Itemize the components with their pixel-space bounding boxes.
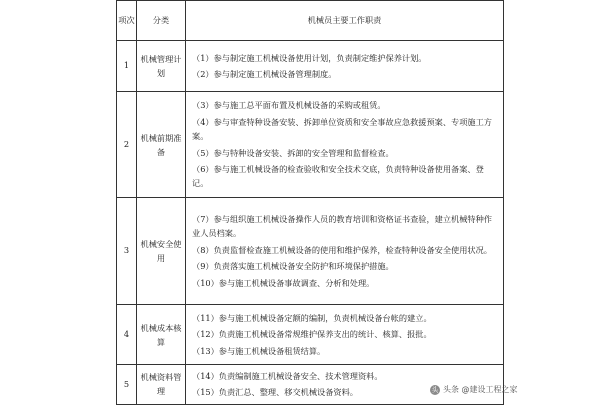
duty-item: （8）负责监督检查施工机械设备的使用和维护保养，检查特种设备安全使用状况。 (192, 244, 492, 255)
row-duties (186, 41, 504, 92)
table-row (117, 198, 504, 305)
header-category: 分类 (137, 1, 186, 41)
duty-item: （2）参与制定施工机械设备管理制度。 (192, 69, 337, 79)
row-index: 5 (117, 365, 137, 405)
row-index: 4 (117, 305, 137, 365)
duty-item: （4）参与审查特种设备安装、拆卸单位资质和安全事故应急救援预案、专项施工方案。 (192, 116, 492, 142)
row-category: 机械前期准备 (137, 92, 186, 198)
duty-table (116, 0, 504, 405)
duty-item: （9）负责落实施工机械设备安全防护和环境保护措施。 (192, 261, 394, 272)
watermark-text: 头条 @建设工程之家 (443, 385, 518, 394)
duty-item: （12）负责施工机械设备常规维护保养支出的统计、核算、报批。 (192, 329, 432, 340)
duty-item: （15）负责汇总、整理、移交机械设备资料。 (192, 387, 358, 398)
duty-table-container (116, 0, 503, 400)
table-row (117, 41, 504, 92)
duty-item: （5）参与特种设备安装、拆卸的安全管理和监督检查。 (192, 147, 394, 158)
duty-item: （14）负责编制施工机械设备安全、技术管理资料。 (192, 371, 383, 381)
header-duties: 机械员主要工作职责 (186, 1, 504, 41)
table-row (117, 305, 504, 365)
duty-item: （6）参与施工机械设备的检查验收和安全技术交底，负责特种设备使用备案、登记。 (192, 163, 484, 189)
row-duties (186, 305, 504, 365)
row-category: 机械资料管理 (137, 365, 186, 405)
table-row (117, 92, 504, 198)
duty-item: （13）参与施工机械设备租赁结算。 (192, 345, 326, 356)
duty-item: （3）参与施工总平面布置及机械设备的采购或租赁。 (192, 100, 386, 111)
row-category: 机械成本核算 (137, 305, 186, 365)
row-index: 1 (117, 41, 137, 92)
row-category: 机械管理计划 (137, 41, 186, 92)
duty-item: （1）参与制定施工机械设备使用计划，负责制定维护保养计划。 (192, 52, 427, 63)
row-index: 2 (117, 92, 137, 198)
duty-item: （7）参与组织施工机械设备操作人员的教育培训和资格证书查验，建立机械特种作业人员档案。 (192, 213, 492, 239)
watermark (430, 384, 518, 395)
watermark-logo-icon: 头 (431, 385, 439, 394)
header-index: 项次 (117, 1, 137, 41)
duty-item: （11）参与施工机械设备定额的编制，负责机械设备台帐的建立。 (192, 312, 432, 323)
header-row (117, 1, 504, 41)
row-category: 机械安全使用 (137, 198, 186, 305)
row-duties (186, 92, 504, 198)
row-duties (186, 198, 504, 305)
duty-item: （10）参与施工机械设备事故调查、分析和处理。 (192, 277, 375, 288)
row-index: 3 (117, 198, 137, 305)
